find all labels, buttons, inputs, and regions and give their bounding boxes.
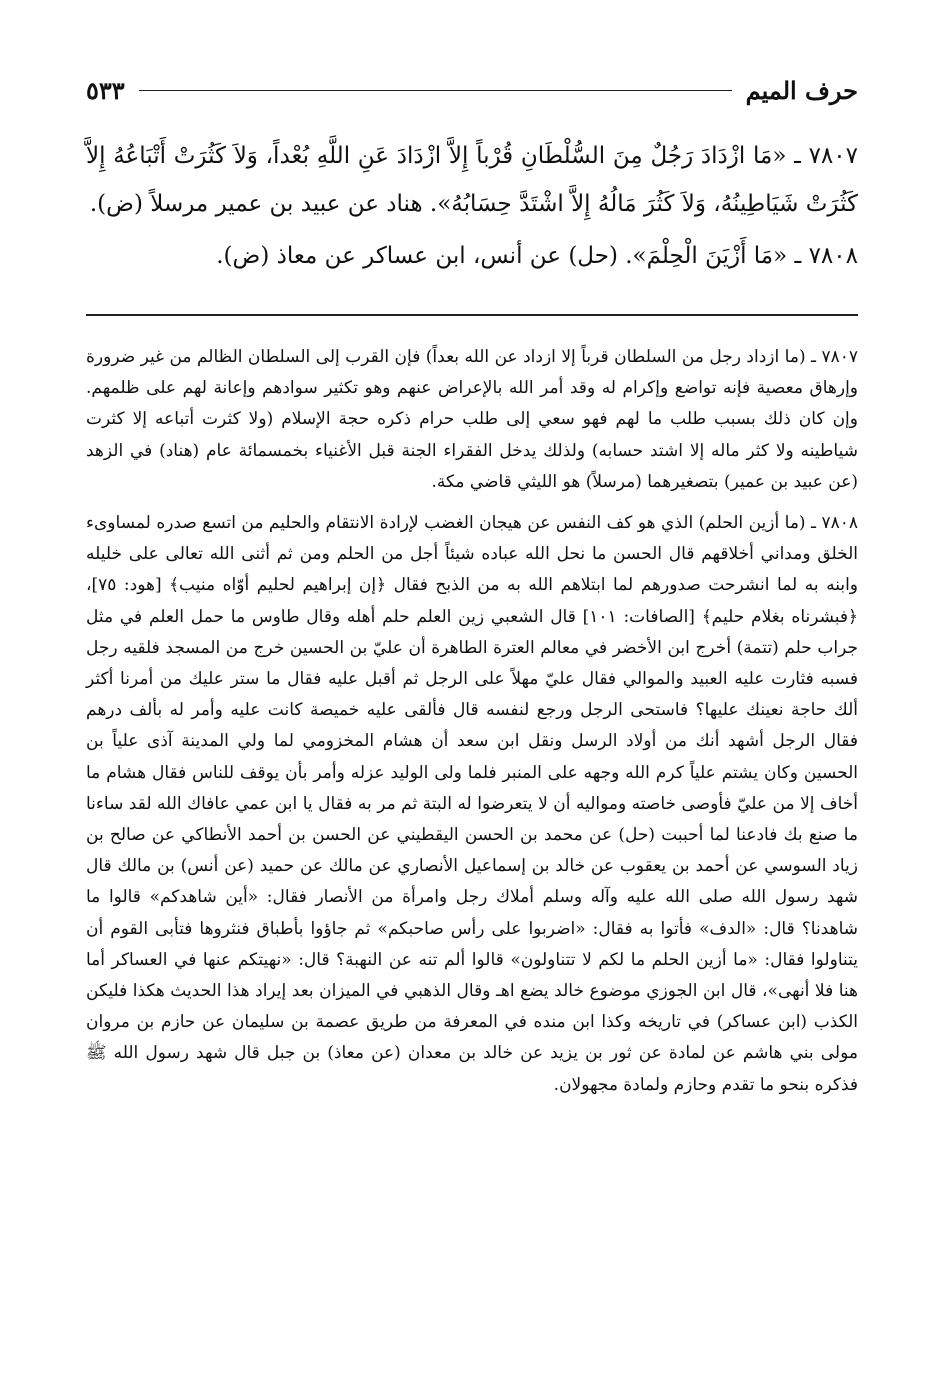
- commentary-section: [86, 342, 858, 1111]
- commentary-7807: ٧٨٠٧ ـ (ما ازداد رجل من السلطان قرباً إلا ازداد عن الله بعداً) فإن القرب إلى السلطان الظالم من غير ضرورة وإرهاق معصية فإنه تواضع وإكرام له وقد أمر الله بالإعراض عنهم وهو تكثير سوادهم وإعانة لهم على ظلمهم. وإن كان ذلك بسبب طلب ما لهم فهو سعي إلى طلب حرام ذكره حجة الإسلام (ولا كثرت أتباعه إلا كثرت شياطينه ولا كثر ماله إلا اشتد حسابه) ولذلك يدخل الفقراء الجنة قبل الأغنياء بخمسمائة عام (هناد) في الزهد (عن عبيد بن عمير) بتصغيرهما (مرسلاً) هو الليثي قاضي مكة.: [86, 347, 858, 492]
- page-number: ٥٣٣: [86, 75, 125, 105]
- hadith-7808: ٧٨٠٨ ـ «مَا أَزْيَنَ الْحِلْمَ». (حل) عن أنس، ابن عساكر عن معاذ (ض).: [216, 243, 858, 269]
- section-divider: [86, 314, 858, 316]
- chapter-title: حرف الميم: [745, 75, 858, 105]
- header-rule: [139, 90, 732, 91]
- page-header: [86, 70, 858, 110]
- commentary-7808: ٧٨٠٨ ـ (ما أزين الحلم) الذي هو كف النفس عن هيجان الغضب لإرادة الانتقام والحليم من اتسع صدره لمساوىء الخلق ومداني أخلاقهم قال الحسن ما نحل الله عباده شيئاً أجل من الحلم ومن ثم أثنى الله تعالى على خليله وابنه به لما انشرحت صدورهم لما ابتلاهم الله به من الذبح فقال ﴿إن إبراهيم لحليم أوّاه منيب﴾ [هود: ٧٥]، ﴿فبشرناه بغلام حليم﴾ [الصافات: ١٠١] قال الشعبي زين العلم حلم أهله وقال طاوس ما حمل العلم في مثل جراب حلم (تتمة) أخرج ابن الأخضر في معالم العترة الطاهرة أن عليّ بن الحسين خرج من المسجد فلقيه رجل فسبه فثارت عليه العبيد والموالي فقال عليّ مهلاً على الرجل ثم أقبل عليه فقال ما ستر عليك من أمرنا أكثر ألك حاجة نعينك عليها؟ فاستحى الرجل ورجع لنفسه قال فألقى عليه خميصة كانت عليه وأمر له بألف درهم فقال الرجل أشهد أنك من أولاد الرسل ونقل ابن سعد أن هشام المخزومي لما ولي المدينة آذى علياً بن الحسين وكان يشتم علياً كرم الله وجهه على المنبر فلما ولى الوليد عزله وأمر بأن يوقف للناس فقال هشام ما أخاف إلا من عليّ فأوصى خاصته ومواليه أن لا يتعرضوا له البتة ثم مر به فقال يا ابن عمي عافاك الله لقد ساءنا ما صنع بك فادعنا لما أحببت (حل) عن محمد بن الحسن اليقطيني عن الحسن بن أحمد الأنطاكي عن صالح بن زياد السوسي عن أحمد بن يعقوب عن خالد بن إسماعيل الأنصاري عن مالك عن حميد (عن أنس) بن مالك قال شهد رسول الله صلى الله عليه وآله وسلم أملاك رجل وامرأة من الأنصار فقال: «أين شاهدكم» قالوا ما شاهدنا؟ قال: «الدف» فأتوا به فقال: «اضربوا على رأس صاحبكم» ثم جاؤوا بأطباق فنثروها فتأبى القوم أن يتناولوا فقال: «ما أزين الحلم ما لكم لا تتناولون» قالوا ألم تنه عن النهبة؟ قال: «نهيتكم عنها في العساكر أما هنا فلا أنهى»، قال ابن الجوزي موضوع خالد يضع اهـ وقال الذهبي في الميزان بعد إيراد هذا الحديث هكذا فليكن الكذب (ابن عساكر) في تاريخه وكذا ابن منده في المعرفة من طريق عصمة بن سليمان عن حازم بن مروان مولى بني هاشم عن لمادة عن ثور بن يزيد عن خالد بن معدان (عن معاذ) بن جبل قال شهد رسول الله ﷺ فذكره بنحو ما تقدم وحازم ولمادة مجهولان.: [86, 513, 858, 1095]
- hadith-7807: ٧٨٠٧ ـ «مَا ازْدَادَ رَجُلٌ مِنَ السُّلْطَانِ قُرْباً إِلاَّ ازْدَادَ عَنِ اللَّهِ بُعْداً، وَلاَ كَثُرَتْ أَتْبَاعُهُ إِلاَّ كَثُرَتْ شَيَاطِينُهُ، وَلاَ كَثُرَ مَالُهُ إِلاَّ اشْتَدَّ حِسَابُهُ». هناد عن عبيد بن عمير مرسلاً (ض).: [86, 143, 858, 217]
- hadith-text-section: [86, 132, 858, 284]
